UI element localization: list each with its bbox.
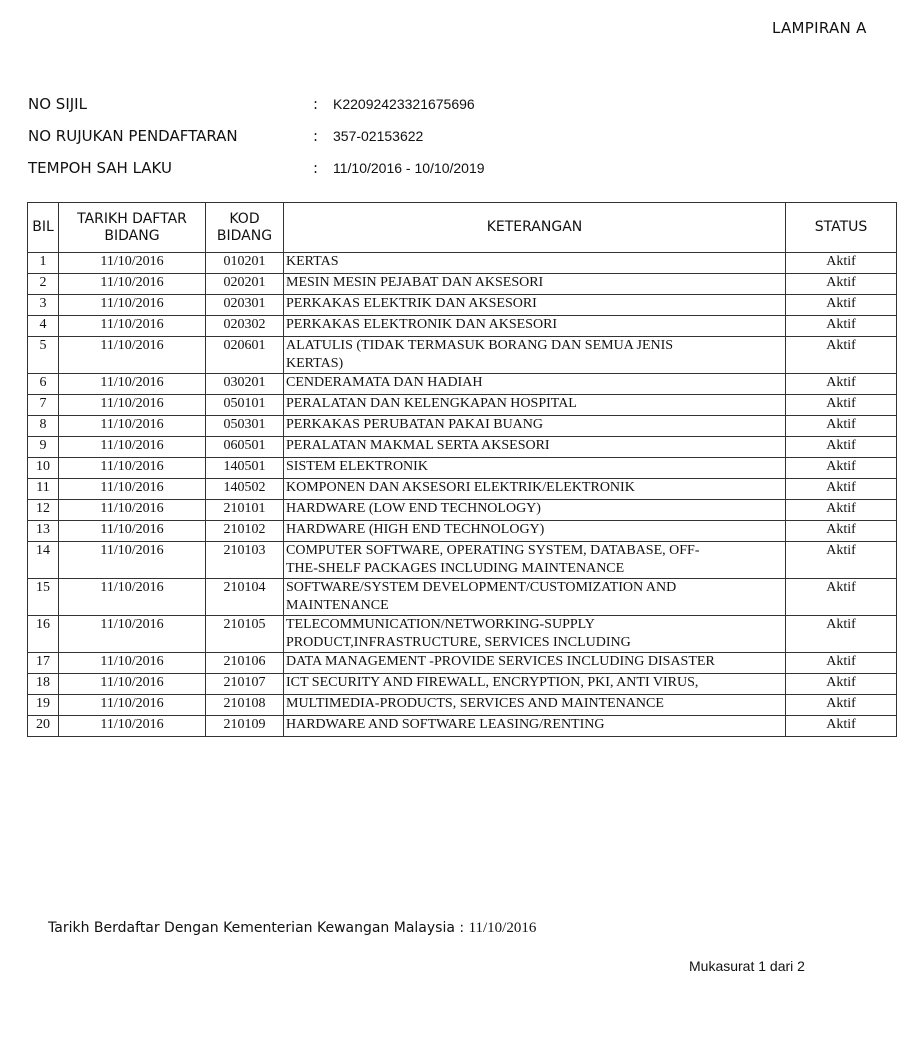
keterangan-line: PERKAKAS PERUBATAN PAKAI BUANG — [286, 417, 544, 432]
keterangan-line: HARDWARE (HIGH END TECHNOLOGY) — [286, 522, 545, 537]
keterangan-line: PERALATAN DAN KELENGKAPAN HOSPITAL — [286, 396, 577, 411]
cell-kod: 210101 — [206, 500, 284, 521]
cell-keterangan — [284, 458, 786, 479]
cell-status: Aktif — [786, 716, 897, 737]
keterangan-line: PERALATAN MAKMAL SERTA AKSESORI — [286, 438, 550, 453]
table-row — [28, 337, 897, 374]
cell-kod: 210108 — [206, 695, 284, 716]
cell-status: Aktif — [786, 579, 897, 616]
cell-bil: 5 — [28, 337, 59, 374]
cell-bil: 8 — [28, 416, 59, 437]
table-row — [28, 695, 897, 716]
cell-status: Aktif — [786, 542, 897, 579]
cell-keterangan — [284, 316, 786, 337]
cell-status: Aktif — [786, 458, 897, 479]
cell-keterangan — [284, 674, 786, 695]
cell-bil: 19 — [28, 695, 59, 716]
cell-keterangan — [284, 542, 786, 579]
cell-tarikh: 11/10/2016 — [59, 253, 206, 274]
cell-status: Aktif — [786, 316, 897, 337]
table-row — [28, 395, 897, 416]
meta-row-tempoh — [28, 152, 485, 184]
cell-bil: 11 — [28, 479, 59, 500]
cell-kod: 050101 — [206, 395, 284, 416]
cell-bil: 15 — [28, 579, 59, 616]
table-row — [28, 579, 897, 616]
table-row — [28, 274, 897, 295]
registration-date-note — [48, 920, 536, 937]
cell-status: Aktif — [786, 500, 897, 521]
keterangan-line: KERTAS — [286, 254, 339, 269]
keterangan-line: THE-SHELF PACKAGES INCLUDING MAINTENANCE — [286, 561, 625, 576]
cell-status: Aktif — [786, 395, 897, 416]
cell-tarikh: 11/10/2016 — [59, 316, 206, 337]
meta-colon: : — [313, 159, 319, 177]
cell-bil: 18 — [28, 674, 59, 695]
cell-tarikh: 11/10/2016 — [59, 500, 206, 521]
cell-tarikh: 11/10/2016 — [59, 374, 206, 395]
cell-keterangan — [284, 416, 786, 437]
table-row — [28, 374, 897, 395]
cell-tarikh: 11/10/2016 — [59, 579, 206, 616]
cell-kod: 210107 — [206, 674, 284, 695]
cell-keterangan — [284, 274, 786, 295]
cell-keterangan — [284, 500, 786, 521]
meta-row-no-sijil — [28, 88, 485, 120]
cell-kod: 030201 — [206, 374, 284, 395]
cell-kod: 140501 — [206, 458, 284, 479]
cell-keterangan — [284, 295, 786, 316]
keterangan-line: HARDWARE (LOW END TECHNOLOGY) — [286, 501, 541, 516]
keterangan-line: PRODUCT,INFRASTRUCTURE, SERVICES INCLUDING — [286, 635, 631, 650]
cell-kod: 060501 — [206, 437, 284, 458]
cell-kod: 210104 — [206, 579, 284, 616]
cell-bil: 20 — [28, 716, 59, 737]
cell-keterangan — [284, 437, 786, 458]
table-row — [28, 416, 897, 437]
cell-kod: 050301 — [206, 416, 284, 437]
keterangan-line: MESIN MESIN PEJABAT DAN AKSESORI — [286, 275, 544, 290]
table-row — [28, 437, 897, 458]
meta-value: 357-02153622 — [333, 128, 424, 144]
cell-status: Aktif — [786, 374, 897, 395]
cell-bil: 4 — [28, 316, 59, 337]
cell-keterangan — [284, 395, 786, 416]
cell-kod: 020301 — [206, 295, 284, 316]
cell-tarikh: 11/10/2016 — [59, 274, 206, 295]
table-header-row — [28, 203, 897, 253]
cell-tarikh: 11/10/2016 — [59, 395, 206, 416]
table-row — [28, 458, 897, 479]
table-row — [28, 295, 897, 316]
cell-kod: 140502 — [206, 479, 284, 500]
cell-keterangan — [284, 337, 786, 374]
keterangan-line: SISTEM ELEKTRONIK — [286, 459, 428, 474]
header-status: STATUS — [786, 203, 897, 253]
cell-keterangan — [284, 253, 786, 274]
keterangan-line: ALATULIS (TIDAK TERMASUK BORANG DAN SEMUA JENIS — [286, 338, 674, 353]
cell-bil: 2 — [28, 274, 59, 295]
cell-keterangan — [284, 521, 786, 542]
cell-keterangan — [284, 653, 786, 674]
page-number: Mukasurat 1 dari 2 — [689, 958, 805, 974]
cell-bil: 6 — [28, 374, 59, 395]
cell-bil: 12 — [28, 500, 59, 521]
cell-kod: 020201 — [206, 274, 284, 295]
cell-bil: 16 — [28, 616, 59, 653]
keterangan-line: ICT SECURITY AND FIREWALL, ENCRYPTION, PKI, ANTI VIRUS, — [286, 675, 699, 690]
note-label: Tarikh Berdaftar Dengan Kementerian Kewangan Malaysia : — [48, 920, 465, 936]
cell-bil: 17 — [28, 653, 59, 674]
keterangan-line: CENDERAMATA DAN HADIAH — [286, 375, 483, 390]
table-row — [28, 521, 897, 542]
header-keterangan: KETERANGAN — [284, 203, 786, 253]
cell-kod: 010201 — [206, 253, 284, 274]
cell-status: Aktif — [786, 437, 897, 458]
cell-tarikh: 11/10/2016 — [59, 716, 206, 737]
meta-value: K22092423321675696 — [333, 96, 475, 112]
cell-kod: 210105 — [206, 616, 284, 653]
keterangan-line: HARDWARE AND SOFTWARE LEASING/RENTING — [286, 717, 605, 732]
cell-bil: 7 — [28, 395, 59, 416]
cell-kod: 020601 — [206, 337, 284, 374]
table-row — [28, 616, 897, 653]
cell-status: Aktif — [786, 416, 897, 437]
meta-colon: : — [313, 95, 319, 113]
keterangan-line: PERKAKAS ELEKTRIK DAN AKSESORI — [286, 296, 537, 311]
cell-tarikh: 11/10/2016 — [59, 521, 206, 542]
header-kod-bidang: KOD BIDANG — [206, 203, 284, 253]
keterangan-line: MULTIMEDIA-PRODUCTS, SERVICES AND MAINTENANCE — [286, 696, 664, 711]
table-row — [28, 316, 897, 337]
cell-status: Aktif — [786, 521, 897, 542]
cell-keterangan — [284, 579, 786, 616]
cell-tarikh: 11/10/2016 — [59, 479, 206, 500]
meta-label: NO SIJIL — [28, 95, 87, 113]
cell-status: Aktif — [786, 653, 897, 674]
lampiran-label: LAMPIRAN A — [772, 19, 867, 37]
cell-bil: 13 — [28, 521, 59, 542]
cell-tarikh: 11/10/2016 — [59, 616, 206, 653]
keterangan-line: KOMPONEN DAN AKSESORI ELEKTRIK/ELEKTRONIK — [286, 480, 635, 495]
meta-row-no-rujukan — [28, 120, 485, 152]
cell-kod: 210103 — [206, 542, 284, 579]
meta-value: 11/10/2016 - 10/10/2019 — [333, 160, 485, 176]
registration-table — [27, 202, 897, 737]
keterangan-line: KERTAS) — [286, 356, 344, 371]
cell-bil: 3 — [28, 295, 59, 316]
table-row — [28, 653, 897, 674]
cell-tarikh: 11/10/2016 — [59, 458, 206, 479]
cell-keterangan — [284, 716, 786, 737]
cell-tarikh: 11/10/2016 — [59, 674, 206, 695]
cell-status: Aktif — [786, 479, 897, 500]
header-bil: BIL — [28, 203, 59, 253]
keterangan-line: PERKAKAS ELEKTRONIK DAN AKSESORI — [286, 317, 558, 332]
cell-bil: 14 — [28, 542, 59, 579]
table-body — [28, 253, 897, 737]
cell-status: Aktif — [786, 295, 897, 316]
cell-status: Aktif — [786, 337, 897, 374]
cell-status: Aktif — [786, 616, 897, 653]
meta-colon: : — [313, 127, 319, 145]
cell-status: Aktif — [786, 674, 897, 695]
keterangan-line: SOFTWARE/SYSTEM DEVELOPMENT/CUSTOMIZATION AND — [286, 580, 677, 595]
certificate-meta — [28, 88, 485, 184]
keterangan-line: TELECOMMUNICATION/NETWORKING-SUPPLY — [286, 617, 595, 632]
table-row — [28, 479, 897, 500]
cell-keterangan — [284, 616, 786, 653]
meta-label: TEMPOH SAH LAKU — [28, 159, 172, 177]
header-tarikh-daftar: TARIKH DAFTAR BIDANG — [59, 203, 206, 253]
cell-kod: 210106 — [206, 653, 284, 674]
cell-tarikh: 11/10/2016 — [59, 416, 206, 437]
cell-bil: 9 — [28, 437, 59, 458]
table-row — [28, 674, 897, 695]
cell-kod: 210102 — [206, 521, 284, 542]
cell-keterangan — [284, 695, 786, 716]
cell-status: Aktif — [786, 695, 897, 716]
meta-label: NO RUJUKAN PENDAFTARAN — [28, 127, 238, 145]
cell-tarikh: 11/10/2016 — [59, 695, 206, 716]
cell-tarikh: 11/10/2016 — [59, 337, 206, 374]
table-row — [28, 500, 897, 521]
keterangan-line: MAINTENANCE — [286, 598, 389, 613]
cell-kod: 210109 — [206, 716, 284, 737]
cell-bil: 1 — [28, 253, 59, 274]
keterangan-line: COMPUTER SOFTWARE, OPERATING SYSTEM, DATABASE, OFF- — [286, 543, 700, 558]
cell-status: Aktif — [786, 274, 897, 295]
table-row — [28, 253, 897, 274]
cell-tarikh: 11/10/2016 — [59, 295, 206, 316]
cell-kod: 020302 — [206, 316, 284, 337]
cell-tarikh: 11/10/2016 — [59, 437, 206, 458]
keterangan-line: DATA MANAGEMENT -PROVIDE SERVICES INCLUDING DISASTER — [286, 654, 715, 669]
table-row — [28, 542, 897, 579]
table-row — [28, 716, 897, 737]
note-date: 11/10/2016 — [468, 920, 537, 936]
cell-bil: 10 — [28, 458, 59, 479]
cell-status: Aktif — [786, 253, 897, 274]
cell-tarikh: 11/10/2016 — [59, 653, 206, 674]
cell-tarikh: 11/10/2016 — [59, 542, 206, 579]
cell-keterangan — [284, 374, 786, 395]
cell-keterangan — [284, 479, 786, 500]
